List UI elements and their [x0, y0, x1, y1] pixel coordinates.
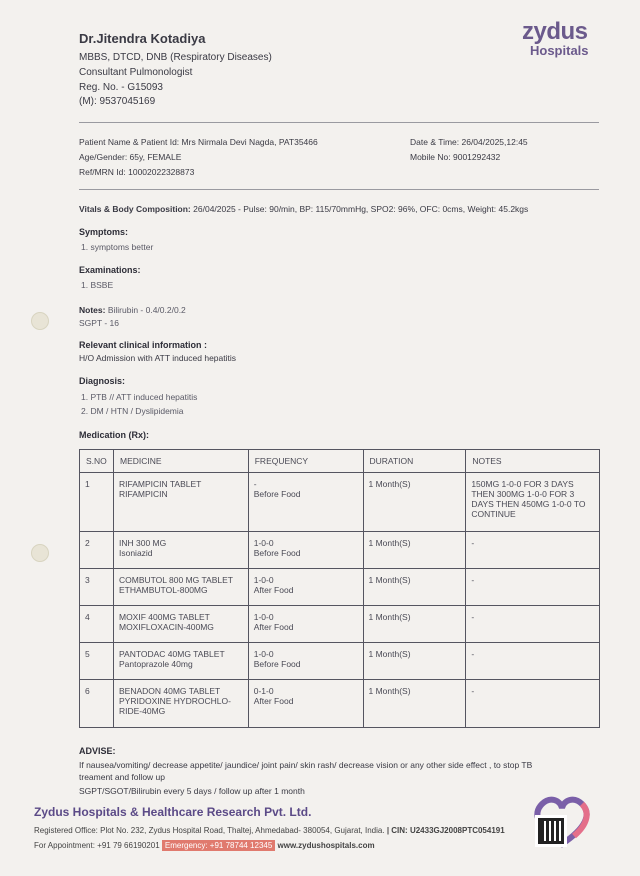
doctor-reg: Reg. No. - G15093 — [79, 82, 163, 93]
patient-mobile: Mobile No: 9001292432 — [410, 152, 501, 162]
frequency-timing: After Food — [253, 585, 294, 595]
cell-medicine — [113, 532, 248, 569]
notes-line2: SGPT - 16 — [79, 318, 119, 328]
cell-notes: - — [466, 643, 600, 680]
medicine-brand: INH 300 MG — [118, 538, 167, 548]
registered-address: Registered Office: Plot No. 232, Zydus Hospital Road, Thaltej, Ahmedabad- 380054, Gujarat, India. — [34, 826, 385, 835]
cell-notes: - — [466, 606, 600, 643]
col-medicine: MEDICINE — [113, 450, 248, 473]
cell-medicine — [113, 643, 248, 680]
medicine-generic-cont: RIDE-40MG — [118, 706, 166, 716]
table-row — [80, 643, 600, 680]
notes-label: Notes: — [79, 305, 106, 315]
medicine-brand: RIFAMPICIN TABLET — [118, 479, 202, 489]
patient-mrn: Ref/MRN Id: 10002022328873 — [79, 167, 195, 177]
medicine-brand: BENADON 40MG TABLET — [118, 686, 221, 696]
table-row — [80, 680, 600, 728]
patient-name: Patient Name & Patient Id: Mrs Nirmala Devi Nagda, PAT35466 — [79, 137, 318, 147]
footer-company: Zydus Hospitals & Healthcare Research Pvt. Ltd. — [34, 805, 312, 819]
cell-duration: 1 Month(S) — [363, 606, 466, 643]
col-duration: DURATION — [363, 450, 466, 473]
cell-duration: 1 Month(S) — [363, 643, 466, 680]
cell-duration: 1 Month(S) — [363, 569, 466, 606]
diagnosis-heading: Diagnosis: — [79, 376, 126, 386]
medicine-brand: PANTODAC 40MG TABLET — [118, 649, 225, 659]
footer-registered — [34, 826, 505, 835]
advise-heading: ADVISE: — [79, 746, 116, 756]
clinical-text: H/O Admission with ATT induced hepatitis — [79, 353, 237, 363]
cell-duration: 1 Month(S) — [363, 473, 466, 532]
cell-frequency — [248, 473, 363, 532]
frequency-timing: After Food — [253, 696, 294, 706]
frequency-timing: Before Food — [253, 659, 301, 669]
cell-duration: 1 Month(S) — [363, 532, 466, 569]
medicine-generic: PYRIDOXINE HYDROCHLO- — [118, 696, 231, 706]
symptoms-heading: Symptoms: — [79, 227, 129, 237]
website-link[interactable]: www.zydushospitals.com — [277, 841, 375, 850]
patient-age: Age/Gender: 65y, FEMALE — [79, 152, 182, 162]
col-sno: S.NO — [80, 450, 114, 473]
clinical-heading: Relevant clinical information : — [79, 340, 208, 350]
medicine-generic: RIFAMPICIN — [118, 489, 168, 499]
cell-notes: 150MG 1-0-0 FOR 3 DAYS THEN 300MG 1-0-0 FOR 3 DAYS THEN 450MG 1-0-0 TO CONTINUE — [466, 473, 600, 532]
medicine-generic: ETHAMBUTOL-800MG — [118, 585, 208, 595]
medicine-generic: Pantoprazole 40mg — [118, 659, 193, 669]
cell-frequency — [248, 569, 363, 606]
medicine-generic: MOXIFLOXACIN-400MG — [118, 622, 214, 632]
cell-sno: 2 — [80, 532, 114, 569]
appointment-line: For Appointment: +91 79 66190201 — [34, 841, 160, 850]
medicine-brand: MOXIF 400MG TABLET — [118, 612, 210, 622]
medicine-brand: COMBUTOL 800 MG TABLET — [118, 575, 233, 585]
medication-heading: Medication (Rx): — [79, 430, 150, 440]
advise-line1: If nausea/vomiting/ decrease appetite/ jaundice/ joint pain/ skin rash/ decrease vision or any other side effect , to stop TB — [79, 760, 533, 770]
table-header-row — [80, 450, 600, 473]
frequency-timing: Before Food — [253, 548, 301, 558]
table-row — [80, 473, 600, 532]
cell-sno: 6 — [80, 680, 114, 728]
cell-sno: 4 — [80, 606, 114, 643]
cell-sno: 5 — [80, 643, 114, 680]
medicine-generic: Isoniazid — [118, 548, 153, 558]
advise-line3: SGPT/SGOT/Bilirubin every 5 days / follow up after 1 month — [79, 786, 305, 796]
col-notes: NOTES — [466, 450, 600, 473]
frequency-dose: - — [253, 479, 257, 489]
zydus-logo — [522, 18, 589, 58]
cell-notes: - — [466, 680, 600, 728]
vitals-text: 26/04/2025 - Pulse: 90/min, BP: 115/70mmHg, SPO2: 96%, OFC: 0cms, Weight: 45.2kgs — [193, 204, 529, 214]
cell-frequency — [248, 680, 363, 728]
brand-word: zydus — [522, 18, 588, 45]
cell-medicine — [113, 680, 248, 728]
table-row — [80, 569, 600, 606]
cell-medicine — [113, 606, 248, 643]
doctor-name: Dr.Jitendra Kotadiya — [79, 31, 206, 46]
cell-frequency — [248, 643, 363, 680]
brand-sub: Hospitals — [530, 43, 589, 58]
notes-line1: Bilirubin - 0.4/0.2/0.2 — [107, 305, 186, 315]
emergency-badge: Emergency: +91 78744 12345 — [162, 840, 275, 851]
doctor-degrees: MBBS, DTCD, DNB (Respiratory Diseases) — [79, 52, 272, 63]
notes — [79, 305, 186, 315]
table-row — [80, 532, 600, 569]
frequency-dose: 1-0-0 — [253, 612, 274, 622]
vitals-label: Vitals & Body Composition: — [79, 204, 191, 214]
diagnosis-item: 1. PTB // ATT induced hepatitis — [81, 392, 198, 402]
cell-duration: 1 Month(S) — [363, 680, 466, 728]
col-frequency: FREQUENCY — [248, 450, 363, 473]
divider — [79, 122, 599, 123]
vitals — [79, 204, 528, 214]
medication-table — [79, 449, 600, 728]
frequency-dose: 1-0-0 — [253, 538, 274, 548]
footer-contact — [34, 841, 375, 850]
examination-item: 1. BSBE — [81, 280, 114, 290]
cell-sno: 3 — [80, 569, 114, 606]
frequency-dose: 0-1-0 — [253, 686, 274, 696]
doctor-mobile: (M): 9537045169 — [79, 96, 156, 107]
frequency-timing: After Food — [253, 622, 294, 632]
punch-hole-icon — [31, 312, 49, 330]
cell-frequency — [248, 606, 363, 643]
cell-notes: - — [466, 569, 600, 606]
qr-code-icon — [535, 815, 567, 847]
cin-number: | CIN: U2433GJ2008PTC054191 — [386, 826, 505, 835]
frequency-timing: Before Food — [253, 489, 301, 499]
examinations-heading: Examinations: — [79, 265, 141, 275]
punch-hole-icon — [31, 544, 49, 562]
cell-notes: - — [466, 532, 600, 569]
cell-frequency — [248, 532, 363, 569]
doctor-role: Consultant Pulmonologist — [79, 67, 193, 78]
divider — [79, 189, 599, 190]
symptom-item: 1. symptoms better — [81, 242, 154, 252]
cell-medicine — [113, 569, 248, 606]
table-row — [80, 606, 600, 643]
diagnosis-item: 2. DM / HTN / Dyslipidemia — [81, 406, 184, 416]
visit-date: Date & Time: 26/04/2025,12:45 — [410, 137, 528, 147]
advise-line2: treament and follow up — [79, 772, 165, 782]
frequency-dose: 1-0-0 — [253, 649, 274, 659]
frequency-dose: 1-0-0 — [253, 575, 274, 585]
cell-medicine — [113, 473, 248, 532]
cell-sno: 1 — [80, 473, 114, 532]
